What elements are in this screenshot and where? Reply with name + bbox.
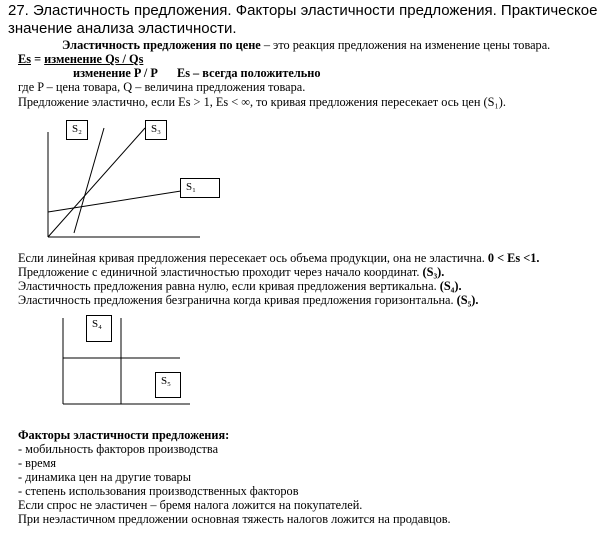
label-s4: S₄ [86, 315, 112, 342]
p2-line-2: Предложение с единичной эластичностью проходит через начало координат. (S₃). [18, 265, 445, 279]
factors-section [18, 428, 451, 526]
closing-line: Если спрос не эластичен – бремя налога ложится на покупателей. [18, 498, 363, 512]
title-line-1: 27. Эластичность предложения. Факторы эластичности предложения. Практическое [8, 2, 598, 19]
label-s3: S₃ [145, 120, 167, 140]
factor-item: - время [18, 456, 57, 470]
label-s5: S₅ [155, 372, 181, 398]
factors-heading: Факторы эластичности предложения: [18, 428, 230, 442]
label-s2: S₂ [66, 120, 88, 140]
title-line-2: значение анализа эластичности. [8, 20, 237, 37]
p2-line-4: Эластичность предложения безгранична когда кривая предложения горизонтальна. (S₅). [18, 293, 479, 307]
formula-eq: = [31, 52, 45, 66]
formula-lhs: Es [18, 52, 31, 66]
factor-item: - динамика цен на другие товары [18, 470, 191, 484]
definition-term: Эластичность предложения по цене [62, 38, 261, 52]
formula-note: Es – всегда положительно [177, 66, 321, 80]
p2-line-3: Эластичность предложения равна нулю, если кривая предложения вертикальна. (S₄). [18, 279, 462, 293]
label-s1: S₁ [180, 178, 220, 198]
factor-item: - степень использования производственных факторов [18, 484, 299, 498]
p2-line-1: Если линейная кривая предложения пересекает ось объема продукции, она не эластична. 0 < Es <1. [18, 251, 540, 265]
definition-rest: – это реакция предложения на изменение цены товара. [260, 38, 551, 52]
formula-numerator: изменение Qs / Qs [44, 52, 144, 66]
where-line: где P – цена товара, Q – величина предложения товара. [18, 80, 306, 94]
formula-denominator: изменение P / P [73, 66, 158, 80]
closing-line: При неэластичном предложении основная тяжесть налогов ложится на продавцов. [18, 512, 451, 526]
elastic-line: Предложение эластично, если Es > 1, Es < ∞, то кривая предложения пересекает ось цен (S₁). [18, 95, 506, 109]
factor-item: - мобильность факторов производства [18, 442, 219, 456]
